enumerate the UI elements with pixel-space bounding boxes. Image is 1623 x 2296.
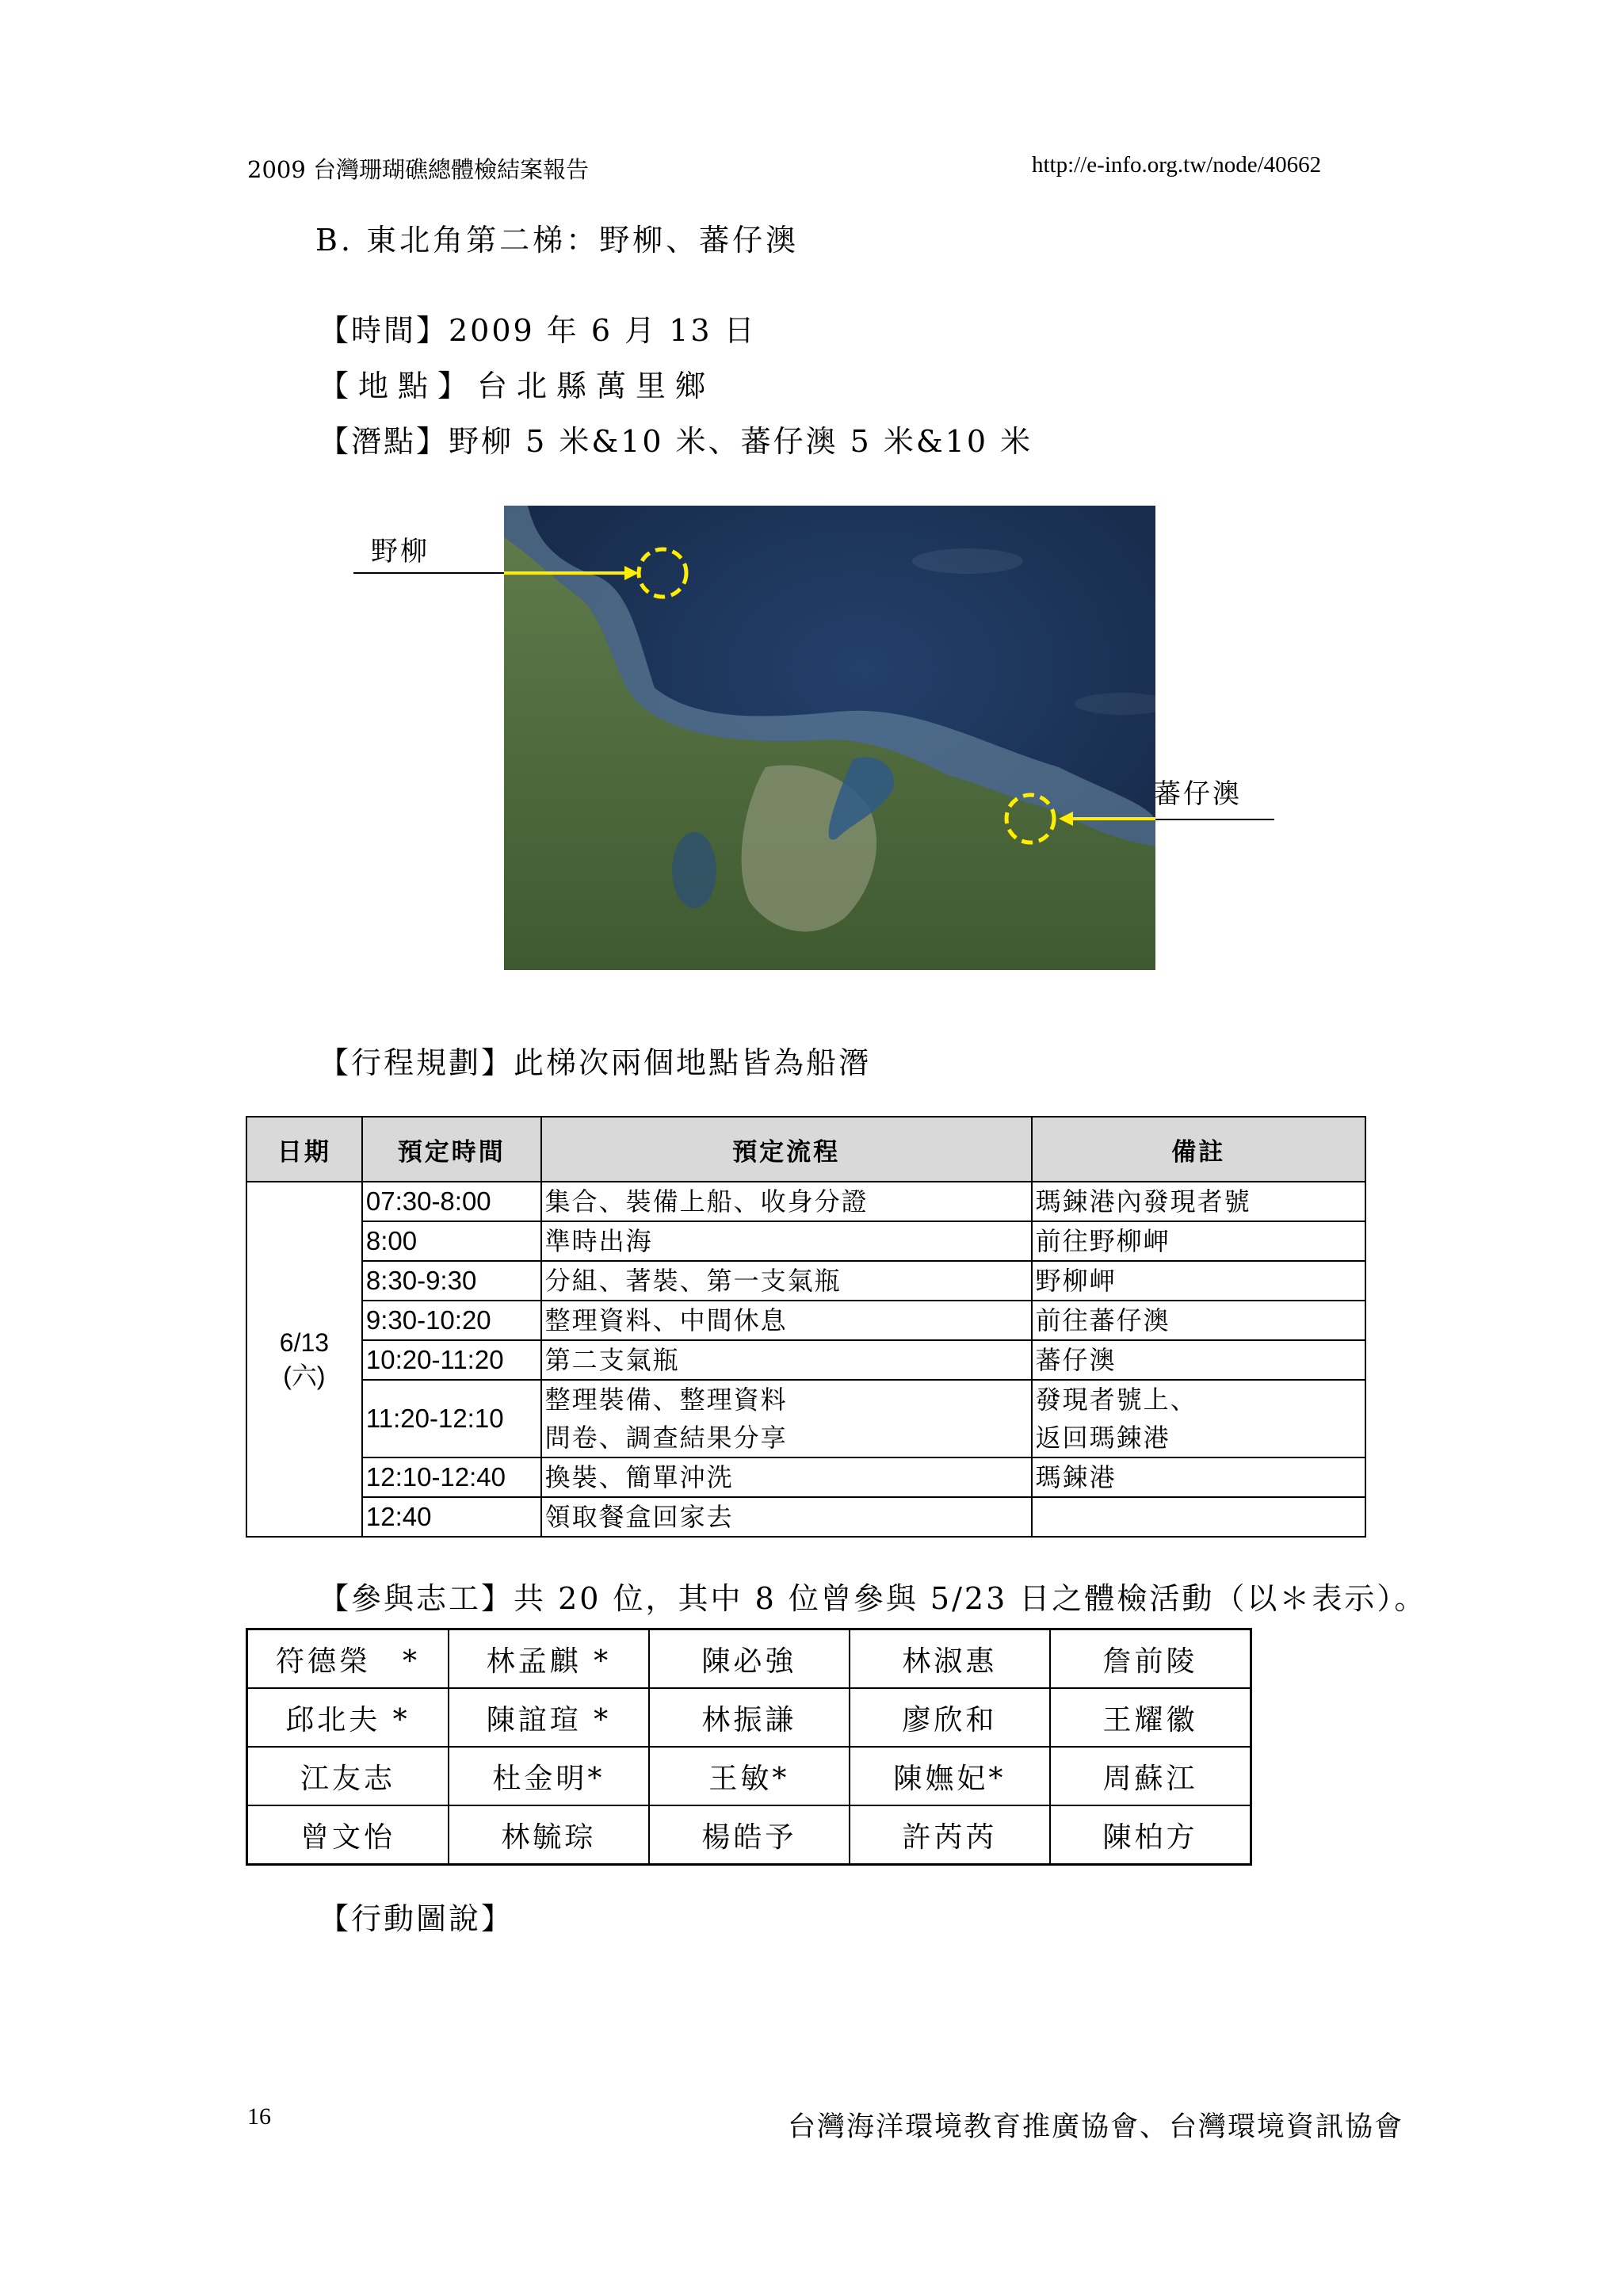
watermark-blur xyxy=(912,548,1023,574)
schedule-header-row xyxy=(246,1117,1365,1182)
map-label-fanzai: 蕃仔澳 xyxy=(1154,778,1242,810)
yeliu-pointer-line xyxy=(353,572,504,574)
volunteers-title: 【參與志工】共 20 位，其中 8 位曾參與 5/23 日之體檢活動（以＊表示）。 xyxy=(319,1581,1427,1616)
table-row xyxy=(247,1688,1251,1747)
table-row xyxy=(247,1629,1251,1689)
volunteer-name: 周蘇江 xyxy=(1050,1747,1251,1805)
volunteer-name: 林孟麒 * xyxy=(449,1629,649,1689)
table-row xyxy=(246,1261,1365,1301)
note-cell xyxy=(1032,1380,1365,1457)
note-cell: 前往野柳岬 xyxy=(1032,1221,1365,1261)
table-row xyxy=(246,1497,1365,1537)
time-line: 【時間】2009 年 6 月 13 日 xyxy=(319,313,757,348)
table-row xyxy=(246,1380,1365,1457)
volunteer-name: 林毓琮 xyxy=(449,1805,649,1865)
flow-cell: 換裝、簡單沖洗 xyxy=(541,1457,1032,1497)
note-cell: 瑪鋉港內發現者號 xyxy=(1032,1182,1365,1221)
note-cell: 前往蕃仔澳 xyxy=(1032,1301,1365,1340)
header-report-title: 2009 台灣珊瑚礁總體檢結案報告 xyxy=(247,156,590,183)
note-line: 返回瑪鋉港 xyxy=(1035,1423,1170,1453)
volunteer-name: 許芮芮 xyxy=(850,1805,1050,1865)
flow-cell: 分組、著裝、第一支氣瓶 xyxy=(541,1261,1032,1301)
volunteers-table xyxy=(246,1628,1252,1866)
flow-cell: 第二支氣瓶 xyxy=(541,1340,1032,1380)
volunteer-name: 杜金明* xyxy=(449,1747,649,1805)
map-label-yeliu: 野柳 xyxy=(371,536,430,567)
fanzai-pointer-line xyxy=(1155,819,1274,820)
flow-cell: 準時出海 xyxy=(541,1221,1032,1261)
volunteer-name: 曾文怡 xyxy=(247,1805,449,1865)
volunteer-name: 邱北夫 * xyxy=(247,1688,449,1747)
table-row xyxy=(247,1805,1251,1865)
time-cell: 07:30-8:00 xyxy=(362,1182,541,1221)
table-row xyxy=(246,1301,1365,1340)
volunteer-name: 陳柏方 xyxy=(1050,1805,1251,1865)
reservoir xyxy=(672,832,716,908)
time-cell: 8:00 xyxy=(362,1221,541,1261)
volunteer-name: 陳嫵妃* xyxy=(850,1747,1050,1805)
volunteer-name: 王耀徽 xyxy=(1050,1688,1251,1747)
volunteer-name: 林淑惠 xyxy=(850,1629,1050,1689)
note-cell: 野柳岬 xyxy=(1032,1261,1365,1301)
volunteer-name: 江友志 xyxy=(247,1747,449,1805)
dive-sites-line: 【潛點】野柳 5 米&10 米、蕃仔澳 5 米&10 米 xyxy=(319,424,1033,459)
footer-organizations: 台灣海洋環境教育推廣協會、台灣環境資訊協會 xyxy=(788,2111,1404,2143)
time-cell: 9:30-10:20 xyxy=(362,1301,541,1340)
weekday-value: (六) xyxy=(283,1362,326,1390)
table-row xyxy=(246,1221,1365,1261)
header-note: 備註 xyxy=(1032,1117,1365,1182)
flow-line: 整理裝備、整理資料 xyxy=(544,1385,788,1415)
volunteer-name: 陳必強 xyxy=(649,1629,850,1689)
flow-cell: 領取餐盒回家去 xyxy=(541,1497,1032,1537)
header-date: 日期 xyxy=(246,1117,362,1182)
flow-cell: 整理資料、中間休息 xyxy=(541,1301,1032,1340)
note-cell: 瑪鋉港 xyxy=(1032,1457,1365,1497)
date-cell xyxy=(246,1182,362,1537)
flow-line: 問卷、調查結果分享 xyxy=(544,1423,788,1453)
note-cell: 蕃仔澳 xyxy=(1032,1340,1365,1380)
header-flow: 預定流程 xyxy=(541,1117,1032,1182)
time-cell: 12:10-12:40 xyxy=(362,1457,541,1497)
volunteer-name: 符德榮 * xyxy=(247,1629,449,1689)
table-row xyxy=(246,1340,1365,1380)
volunteer-name: 詹前陵 xyxy=(1050,1629,1251,1689)
volunteer-name: 楊皓予 xyxy=(649,1805,850,1865)
schedule-table xyxy=(246,1116,1366,1538)
time-cell: 11:20-12:10 xyxy=(362,1380,541,1457)
volunteer-name: 廖欣和 xyxy=(850,1688,1050,1747)
table-row xyxy=(246,1182,1365,1221)
note-line: 發現者號上、 xyxy=(1035,1385,1197,1415)
volunteer-name: 陳誼瑄 * xyxy=(449,1688,649,1747)
table-row xyxy=(246,1457,1365,1497)
schedule-plan-title: 【行程規劃】此梯次兩個地點皆為船潛 xyxy=(319,1045,872,1080)
volunteer-name: 王敏* xyxy=(649,1747,850,1805)
note-cell xyxy=(1032,1497,1365,1537)
volunteer-name: 林振謙 xyxy=(649,1688,850,1747)
time-cell: 10:20-11:20 xyxy=(362,1340,541,1380)
header-time: 預定時間 xyxy=(362,1117,541,1182)
flow-cell xyxy=(541,1380,1032,1457)
section-title: B. 東北角第二梯：野柳、蕃仔澳 xyxy=(315,223,800,258)
date-value: 6/13 xyxy=(279,1328,330,1357)
table-row xyxy=(247,1747,1251,1805)
place-line: 【地點】台北縣萬里鄉 xyxy=(319,369,716,403)
satellite-map xyxy=(504,506,1155,970)
flow-cell: 集合、裝備上船、收身分證 xyxy=(541,1182,1032,1221)
time-cell: 12:40 xyxy=(362,1497,541,1537)
page-number: 16 xyxy=(247,2103,271,2130)
header-url[interactable]: http://e-info.org.tw/node/40662 xyxy=(1032,152,1322,178)
action-illustration-title: 【行動圖說】 xyxy=(319,1901,514,1936)
time-cell: 8:30-9:30 xyxy=(362,1261,541,1301)
